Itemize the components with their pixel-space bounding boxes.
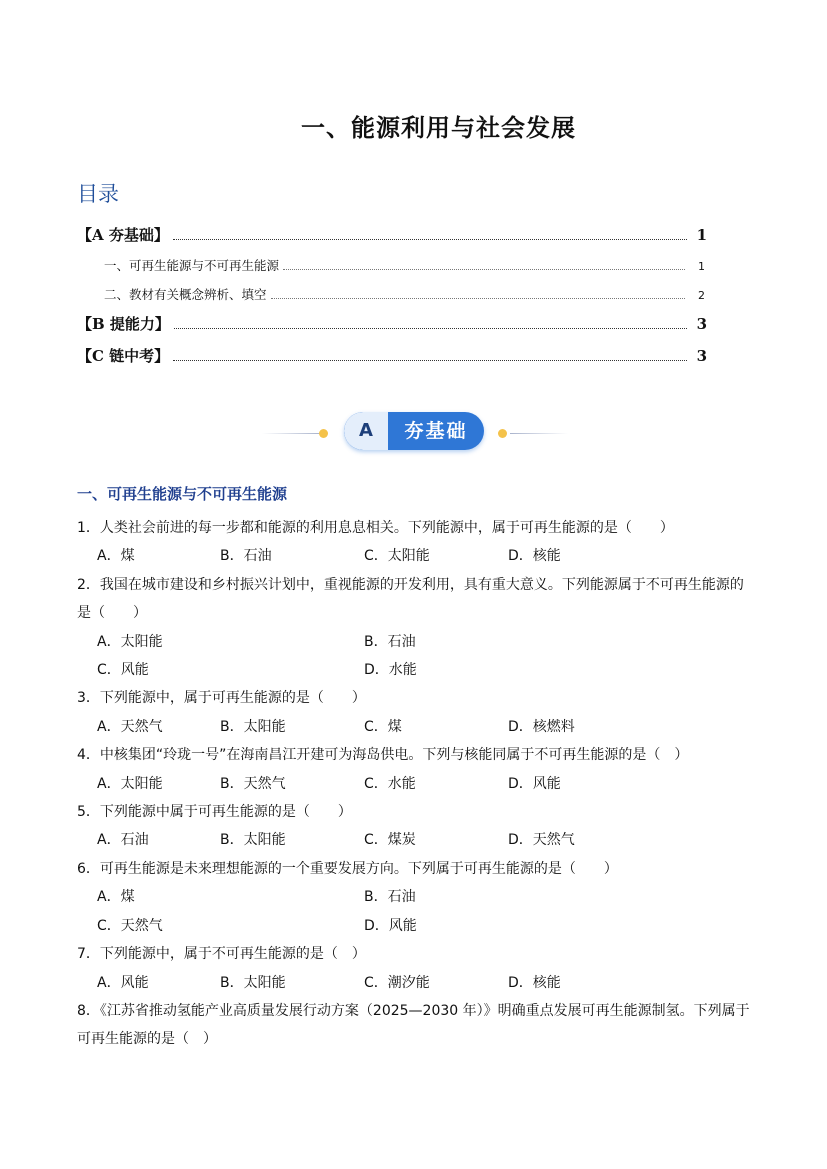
toc-item-label: 【C 链中考】 [77, 347, 170, 365]
section-title: 一、可再生能源与不可再生能源 [77, 485, 288, 503]
banner-text: 夯基础 [404, 420, 468, 442]
question-stem: 5．下列能源中属于可再生能源的是（ ） [77, 804, 352, 820]
option-c[interactable]: C．水能 [364, 776, 416, 792]
option-a[interactable]: A．石油 [97, 832, 149, 848]
option-c[interactable]: C．煤 [364, 719, 402, 735]
toc-leader-dots [173, 360, 687, 361]
option-b[interactable]: B．石油 [364, 889, 416, 905]
option-b[interactable]: B．太阳能 [220, 975, 286, 991]
option-c[interactable]: C．风能 [97, 662, 149, 678]
option-a[interactable]: A．风能 [97, 975, 149, 991]
toc-leader-dots [283, 269, 685, 270]
banner-pill [344, 412, 484, 450]
toc-item-a[interactable] [77, 224, 707, 245]
question-stem: 7．下列能源中，属于不可再生能源的是（ ） [77, 946, 366, 962]
option-d[interactable]: D．风能 [364, 918, 417, 934]
banner-letter: A [344, 412, 388, 450]
toc-item-c[interactable] [77, 345, 707, 366]
option-d[interactable]: D．核能 [508, 975, 561, 991]
toc-item-label: 二、教材有关概念辨析、填空 [104, 287, 267, 302]
toc-heading: 目录 [77, 182, 119, 206]
toc-item-page: 2 [698, 289, 705, 302]
toc-item-page: 1 [696, 226, 707, 244]
option-d[interactable]: D．核燃料 [508, 719, 575, 735]
toc-item-label: 【B 提能力】 [77, 315, 170, 333]
banner-dot-left [319, 429, 328, 438]
banner-line-left [262, 433, 320, 434]
toc-item-label: 一、可再生能源与不可再生能源 [104, 258, 280, 273]
option-a[interactable]: A．煤 [97, 548, 135, 564]
toc-item-a-2[interactable] [104, 285, 705, 303]
toc-leader-dots [271, 298, 685, 299]
option-d[interactable]: D．风能 [508, 776, 561, 792]
toc-item-label: 【A 夯基础】 [77, 226, 169, 244]
option-b[interactable]: B．石油 [364, 634, 416, 650]
option-c[interactable]: C．煤炭 [364, 832, 416, 848]
section-banner [262, 412, 568, 452]
toc-item-page: 1 [698, 260, 705, 273]
document-title: 一、能源利用与社会发展 [301, 114, 576, 142]
option-a[interactable]: A．煤 [97, 889, 135, 905]
option-c[interactable]: C．天然气 [97, 918, 163, 934]
option-c[interactable]: C．潮汐能 [364, 975, 430, 991]
question-stem: 8．《江苏省推动氢能产业高质量发展行动方案（2025—2030 年）》明确重点发展可再生能源制氢。下列属于可再生能源的是（ ） [77, 1003, 750, 1047]
toc-item-page: 3 [696, 315, 707, 333]
toc-leader-dots [173, 239, 687, 240]
option-d[interactable]: D．核能 [508, 548, 561, 564]
option-a[interactable]: A．太阳能 [97, 634, 163, 650]
toc-item-page: 3 [696, 347, 707, 365]
question-stem: 6．可再生能源是未来理想能源的一个重要发展方向。下列属于可再生能源的是（ ） [77, 861, 618, 877]
banner-dot-right [498, 429, 507, 438]
banner-line-right [510, 433, 568, 434]
option-d[interactable]: D．天然气 [508, 832, 575, 848]
option-a[interactable]: A．天然气 [97, 719, 163, 735]
toc-item-a-1[interactable] [104, 256, 705, 274]
option-a[interactable]: A．太阳能 [97, 776, 163, 792]
question-stem: 4．中核集团“玲珑一号”在海南昌江开建可为海岛供电。下列与核能同属于不可再生能源的是（ ） [77, 747, 689, 763]
question-stem: 1．人类社会前进的每一步都和能源的利用息息相关。下列能源中，属于可再生能源的是（ ） [77, 520, 674, 536]
question-stem: 3．下列能源中，属于可再生能源的是（ ） [77, 690, 366, 706]
toc-leader-dots [174, 328, 687, 329]
toc-item-b[interactable] [77, 313, 707, 334]
question-stem: 2．我国在城市建设和乡村振兴计划中，重视能源的开发利用，具有重大意义。下列能源属于不可再生能源的是（ ） [77, 577, 744, 621]
option-b[interactable]: B．太阳能 [220, 832, 286, 848]
option-b[interactable]: B．太阳能 [220, 719, 286, 735]
option-c[interactable]: C．太阳能 [364, 548, 430, 564]
option-d[interactable]: D．水能 [364, 662, 417, 678]
option-b[interactable]: B．石油 [220, 548, 272, 564]
option-b[interactable]: B．天然气 [220, 776, 286, 792]
